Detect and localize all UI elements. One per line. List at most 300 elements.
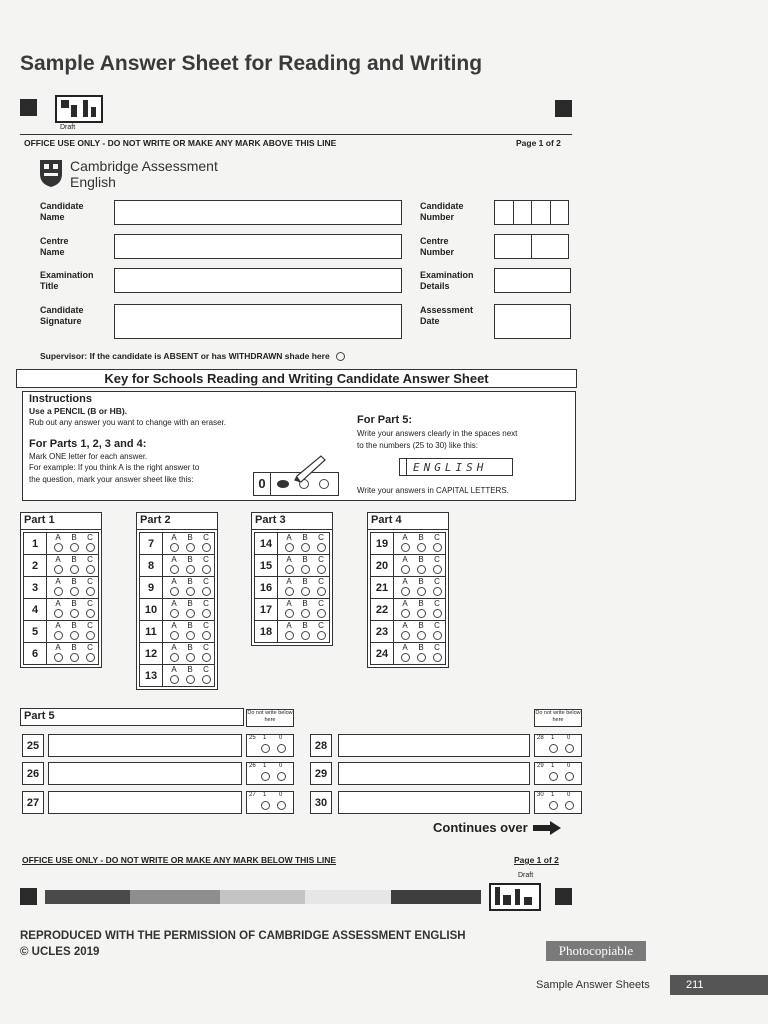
part5-question-number: 29 (310, 762, 332, 785)
option-letter: A (171, 532, 177, 542)
option-letter: A (402, 554, 408, 564)
option-letter: A (402, 576, 408, 586)
candidate-name-input[interactable] (114, 200, 402, 225)
exam-details-input[interactable] (494, 268, 571, 293)
mark-question-number: 27 (249, 792, 256, 798)
part5-answer-input[interactable] (338, 734, 530, 757)
answer-option[interactable] (413, 578, 429, 598)
mark-bubble[interactable] (549, 772, 558, 781)
mark-zero-label: 0 (567, 735, 571, 741)
answer-bubble[interactable] (285, 609, 294, 618)
option-letter: C (203, 576, 209, 586)
answer-option[interactable] (182, 666, 198, 686)
answer-option[interactable] (66, 578, 82, 598)
mark-bubble[interactable] (261, 744, 270, 753)
answer-option[interactable] (397, 622, 413, 642)
mark-one-label: 1 (551, 735, 555, 741)
timing-mark-bottom-left (20, 888, 37, 905)
answer-option[interactable] (313, 622, 329, 642)
answer-option[interactable] (297, 534, 313, 554)
answer-bubble[interactable] (433, 609, 442, 618)
answer-bubble[interactable] (401, 543, 410, 552)
part-4 (367, 512, 449, 668)
answer-bubble[interactable] (170, 653, 179, 662)
question-row (140, 555, 214, 577)
question-row (140, 599, 214, 621)
question-row (24, 621, 98, 643)
answer-bubble[interactable] (186, 543, 195, 552)
answer-bubble[interactable] (54, 565, 63, 574)
option-letter: C (87, 642, 93, 652)
part5-answer-input[interactable] (48, 791, 242, 814)
answer-bubble[interactable] (86, 653, 95, 662)
answer-option[interactable] (166, 578, 182, 598)
centre-name-input[interactable] (114, 234, 402, 259)
mark-bubble[interactable] (261, 772, 270, 781)
example-word-box (399, 458, 513, 476)
answer-bubble[interactable] (54, 543, 63, 552)
answer-bubble[interactable] (86, 631, 95, 640)
answer-bubble[interactable] (86, 609, 95, 618)
answer-option[interactable] (413, 600, 429, 620)
question-row (140, 643, 214, 665)
answer-bubble[interactable] (202, 653, 211, 662)
answer-option[interactable] (82, 622, 98, 642)
mark-one-label: 1 (263, 763, 267, 769)
answer-bubble[interactable] (202, 631, 211, 640)
question-number: 11 (140, 621, 163, 642)
answer-bubble[interactable] (54, 653, 63, 662)
examiner-mark-box (246, 762, 294, 785)
option-letter: A (55, 554, 61, 564)
answer-bubble[interactable] (317, 631, 326, 640)
answer-bubble[interactable] (70, 653, 79, 662)
answer-option[interactable] (166, 600, 182, 620)
footer-label: Sample Answer Sheets (536, 979, 650, 991)
answer-option[interactable] (198, 666, 214, 686)
part5-question-number: 25 (22, 734, 44, 757)
answer-bubble[interactable] (54, 609, 63, 618)
answer-bubble[interactable] (54, 587, 63, 596)
question-number: 14 (255, 533, 278, 554)
question-row (140, 665, 214, 686)
answer-bubble[interactable] (401, 565, 410, 574)
answer-option[interactable] (50, 622, 66, 642)
answer-bubble[interactable] (70, 543, 79, 552)
answer-option[interactable] (66, 622, 82, 642)
barcode-top (55, 95, 103, 123)
option-letter: A (171, 554, 177, 564)
option-letter: C (318, 620, 324, 630)
mark-zero-label: 0 (279, 763, 283, 769)
examiner-mark-box (534, 762, 582, 785)
answer-option[interactable] (82, 644, 98, 664)
mark-bubble[interactable] (549, 801, 558, 810)
question-row (255, 577, 329, 599)
answer-option[interactable] (198, 534, 214, 554)
answer-option[interactable] (413, 644, 429, 664)
absent-bubble[interactable] (336, 352, 345, 361)
answer-option[interactable] (82, 600, 98, 620)
answer-bubble[interactable] (285, 587, 294, 596)
answer-option[interactable] (313, 534, 329, 554)
centre-number-label: Centre Number (420, 236, 455, 257)
draft-label-bottom: Draft (518, 872, 534, 879)
answer-option[interactable] (313, 556, 329, 576)
centre-name-label: Centre Name (40, 236, 69, 257)
answer-option[interactable] (297, 578, 313, 598)
mark-bubble[interactable] (277, 744, 286, 753)
part5-answer-input[interactable] (48, 734, 242, 757)
option-letter: B (187, 620, 193, 630)
option-letter: C (87, 554, 93, 564)
candidate-number-boxes[interactable] (494, 200, 569, 223)
answer-option[interactable] (429, 556, 445, 576)
answer-option[interactable] (50, 534, 66, 554)
answer-bubble[interactable] (70, 631, 79, 640)
answer-bubble[interactable] (186, 675, 195, 684)
option-letter: B (187, 532, 193, 542)
mark-one-label: 1 (551, 763, 555, 769)
question-number: 21 (371, 577, 394, 598)
part-label: Part 2 (137, 513, 217, 530)
part-label: Part 4 (368, 513, 448, 530)
answer-option[interactable] (397, 600, 413, 620)
logo-line1: Cambridge Assessment (70, 158, 218, 174)
answer-bubble[interactable] (401, 587, 410, 596)
example-word: ENGLISH (413, 460, 488, 474)
answer-bubble[interactable] (433, 653, 442, 662)
answer-bubble[interactable] (433, 565, 442, 574)
option-letter: B (302, 620, 308, 630)
question-row (24, 555, 98, 577)
answer-bubble[interactable] (401, 631, 410, 640)
option-letter: C (203, 620, 209, 630)
mark-bubble[interactable] (277, 772, 286, 781)
barcode-bottom (489, 883, 541, 911)
candidate-signature-label: Candidate Signature (40, 305, 84, 326)
answer-bubble[interactable] (285, 565, 294, 574)
answer-option[interactable] (281, 578, 297, 598)
answer-bubble[interactable] (417, 609, 426, 618)
answer-bubble[interactable] (433, 587, 442, 596)
timing-mark-bottom-right (555, 888, 572, 905)
answer-option[interactable] (413, 556, 429, 576)
option-letter: B (187, 598, 193, 608)
question-row (24, 599, 98, 621)
assessment-date-label: Assessment Date (420, 305, 474, 326)
answer-bubble[interactable] (285, 543, 294, 552)
answer-option[interactable] (198, 644, 214, 664)
answer-bubble[interactable] (301, 609, 310, 618)
answer-bubble[interactable] (417, 565, 426, 574)
option-letter: A (55, 620, 61, 630)
option-letter: B (418, 532, 424, 542)
answer-bubble[interactable] (202, 587, 211, 596)
answer-option[interactable] (66, 600, 82, 620)
answer-bubble[interactable] (186, 587, 195, 596)
answer-option[interactable] (166, 644, 182, 664)
question-row (255, 599, 329, 621)
option-letter: B (71, 642, 77, 652)
option-letter: C (318, 532, 324, 542)
option-letter: B (71, 576, 77, 586)
mark-bubble[interactable] (565, 744, 574, 753)
answer-bubble[interactable] (317, 543, 326, 552)
answer-bubble[interactable] (170, 609, 179, 618)
mark-bubble[interactable] (261, 801, 270, 810)
answer-bubble[interactable] (417, 587, 426, 596)
answer-option[interactable] (198, 600, 214, 620)
answer-option[interactable] (281, 534, 297, 554)
draft-label-top: Draft (60, 124, 76, 131)
option-letter: B (418, 642, 424, 652)
answer-option[interactable] (66, 556, 82, 576)
answer-option[interactable] (50, 556, 66, 576)
question-number: 12 (140, 643, 163, 664)
pencil-icon (291, 454, 331, 484)
option-letter: C (203, 532, 209, 542)
answer-bubble[interactable] (70, 565, 79, 574)
answer-option[interactable] (281, 556, 297, 576)
answer-bubble[interactable] (417, 543, 426, 552)
answer-option[interactable] (166, 556, 182, 576)
part5-answer-input[interactable] (338, 762, 530, 785)
answer-bubble[interactable] (70, 587, 79, 596)
answer-bubble[interactable] (186, 653, 195, 662)
answer-option[interactable] (429, 644, 445, 664)
answer-bubble[interactable] (86, 565, 95, 574)
answer-option[interactable] (50, 600, 66, 620)
instr-part5-title: For Part 5: (357, 414, 413, 426)
answer-option[interactable] (313, 600, 329, 620)
answer-option[interactable] (281, 622, 297, 642)
option-letter: C (318, 576, 324, 586)
examiner-mark-box (246, 734, 294, 757)
answer-bubble[interactable] (202, 543, 211, 552)
answer-bubble[interactable] (301, 543, 310, 552)
answer-bubble[interactable] (317, 565, 326, 574)
answer-option[interactable] (397, 578, 413, 598)
answer-option[interactable] (66, 644, 82, 664)
answer-option[interactable] (82, 578, 98, 598)
option-letter: A (286, 576, 292, 586)
answer-bubble[interactable] (202, 565, 211, 574)
answer-bubble[interactable] (401, 609, 410, 618)
question-number: 22 (371, 599, 394, 620)
copyright: © UCLES 2019 (20, 946, 100, 958)
question-row (371, 555, 445, 577)
option-letter: C (434, 598, 440, 608)
answer-bubble[interactable] (301, 565, 310, 574)
answer-bubble[interactable] (86, 543, 95, 552)
office-use-top: OFFICE USE ONLY - DO NOT WRITE OR MAKE ANY MARK ABOVE THIS LINE (24, 138, 337, 148)
part5-answer-input[interactable] (48, 762, 242, 785)
question-row (24, 577, 98, 599)
answer-bubble[interactable] (433, 543, 442, 552)
question-number: 9 (140, 577, 163, 598)
mark-question-number: 26 (249, 763, 256, 769)
photocopiable-text: Photocopiable (558, 943, 634, 958)
page-number-bottom: Page 1 of 2 (514, 855, 559, 865)
assessment-date-input[interactable] (494, 304, 571, 339)
part-label: Part 1 (21, 513, 101, 530)
answer-bubble[interactable] (186, 565, 195, 574)
option-letter: A (55, 598, 61, 608)
instr-example1: For example: If you think A is the right answer to (29, 463, 200, 472)
answer-bubble[interactable] (186, 631, 195, 640)
question-number: 8 (140, 555, 163, 576)
answer-option[interactable] (413, 622, 429, 642)
answer-option[interactable] (66, 534, 82, 554)
answer-bubble[interactable] (170, 543, 179, 552)
answer-option[interactable] (397, 644, 413, 664)
option-letter: B (302, 532, 308, 542)
answer-option[interactable] (50, 644, 66, 664)
instr-example2: the question, mark your answer sheet like this: (29, 475, 194, 484)
answer-option[interactable] (429, 534, 445, 554)
answer-option[interactable] (297, 622, 313, 642)
option-letter: B (302, 598, 308, 608)
answer-option[interactable] (166, 534, 182, 554)
examiner-mark-box (534, 791, 582, 814)
answer-bubble[interactable] (170, 631, 179, 640)
answer-bubble[interactable] (86, 587, 95, 596)
mark-question-number: 25 (249, 735, 256, 741)
question-number: 10 (140, 599, 163, 620)
candidate-number-label: Candidate Number (420, 201, 464, 222)
answer-option[interactable] (397, 534, 413, 554)
answer-option[interactable] (297, 556, 313, 576)
option-letter: A (286, 620, 292, 630)
mark-one-label: 1 (263, 735, 267, 741)
answer-option[interactable] (397, 556, 413, 576)
option-letter: A (286, 554, 292, 564)
part5-answer-input[interactable] (338, 791, 530, 814)
instr-capitals: Write your answers in CAPITAL LETTERS. (357, 486, 509, 495)
option-letter: A (402, 620, 408, 630)
do-not-write-left: Do not write below here (246, 709, 294, 727)
exam-title-label: Examination Title (40, 270, 94, 291)
answer-option[interactable] (297, 600, 313, 620)
option-letter: B (71, 532, 77, 542)
answer-bubble[interactable] (301, 587, 310, 596)
answer-bubble[interactable] (317, 587, 326, 596)
option-letter: A (171, 620, 177, 630)
mark-zero-label: 0 (279, 792, 283, 798)
answer-bubble[interactable] (433, 631, 442, 640)
mark-bubble[interactable] (565, 772, 574, 781)
option-letter: B (302, 554, 308, 564)
answer-option[interactable] (198, 622, 214, 642)
answer-option[interactable] (281, 600, 297, 620)
answer-option[interactable] (313, 578, 329, 598)
answer-bubble[interactable] (170, 565, 179, 574)
question-row (24, 643, 98, 664)
cambridge-logo (38, 158, 218, 193)
supervisor-note (40, 351, 345, 361)
question-number: 13 (140, 665, 163, 686)
photocopiable-badge (546, 941, 646, 961)
mark-bubble[interactable] (565, 801, 574, 810)
examiner-mark-box (246, 791, 294, 814)
question-number: 15 (255, 555, 278, 576)
instr-part5-line1: Write your answers clearly in the spaces next (357, 429, 518, 438)
answer-option[interactable] (429, 622, 445, 642)
answer-option[interactable] (166, 666, 182, 686)
answer-bubble[interactable] (170, 675, 179, 684)
answer-bubble[interactable] (417, 631, 426, 640)
answer-option[interactable] (429, 600, 445, 620)
answer-option[interactable] (182, 622, 198, 642)
answer-bubble[interactable] (301, 631, 310, 640)
answer-bubble[interactable] (170, 587, 179, 596)
answer-option[interactable] (182, 644, 198, 664)
mark-zero-label: 0 (567, 792, 571, 798)
answer-option[interactable] (182, 578, 198, 598)
question-row (140, 621, 214, 643)
timing-mark-top-left (20, 99, 37, 116)
mark-bubble[interactable] (549, 744, 558, 753)
centre-number-boxes[interactable] (494, 234, 569, 257)
part5-label: Part 5 (24, 710, 55, 722)
question-number: 24 (371, 643, 394, 664)
option-letter: A (402, 532, 408, 542)
answer-bubble[interactable] (70, 609, 79, 618)
instr-mark-one: Mark ONE letter for each answer. (29, 452, 148, 461)
option-letter: B (418, 554, 424, 564)
answer-bubble[interactable] (401, 653, 410, 662)
answer-option[interactable] (82, 534, 98, 554)
mark-bubble[interactable] (277, 801, 286, 810)
answer-option[interactable] (50, 578, 66, 598)
answer-bubble[interactable] (317, 609, 326, 618)
answer-option[interactable] (182, 534, 198, 554)
option-letter: B (71, 620, 77, 630)
option-letter: C (434, 642, 440, 652)
option-letter: C (434, 576, 440, 586)
answer-option[interactable] (182, 600, 198, 620)
mark-question-number: 28 (537, 735, 544, 741)
instr-parts-title: For Parts 1, 2, 3 and 4: (29, 438, 147, 450)
answer-bubble[interactable] (54, 631, 63, 640)
question-number: 4 (24, 599, 47, 620)
answer-option[interactable] (429, 578, 445, 598)
arrow-right-icon (532, 821, 562, 835)
answer-bubble[interactable] (202, 609, 211, 618)
answer-bubble[interactable] (285, 631, 294, 640)
answer-option[interactable] (413, 534, 429, 554)
option-letter: C (87, 598, 93, 608)
answer-bubble[interactable] (202, 675, 211, 684)
supervisor-text: Supervisor: If the candidate is ABSENT or has WITHDRAWN shade here (40, 351, 330, 361)
answer-option[interactable] (166, 622, 182, 642)
candidate-signature-input[interactable] (114, 304, 402, 339)
answer-option[interactable] (198, 556, 214, 576)
office-use-bottom: OFFICE USE ONLY - DO NOT WRITE OR MAKE ANY MARK BELOW THIS LINE (22, 855, 337, 865)
option-letter: B (187, 554, 193, 564)
answer-bubble[interactable] (186, 609, 195, 618)
exam-title-input[interactable] (114, 268, 402, 293)
question-row (255, 555, 329, 577)
part5-question-number: 30 (310, 791, 332, 814)
option-letter: A (171, 642, 177, 652)
answer-bubble[interactable] (417, 653, 426, 662)
answer-option[interactable] (198, 578, 214, 598)
answer-option[interactable] (182, 556, 198, 576)
option-letter: A (55, 576, 61, 586)
answer-option[interactable] (82, 556, 98, 576)
